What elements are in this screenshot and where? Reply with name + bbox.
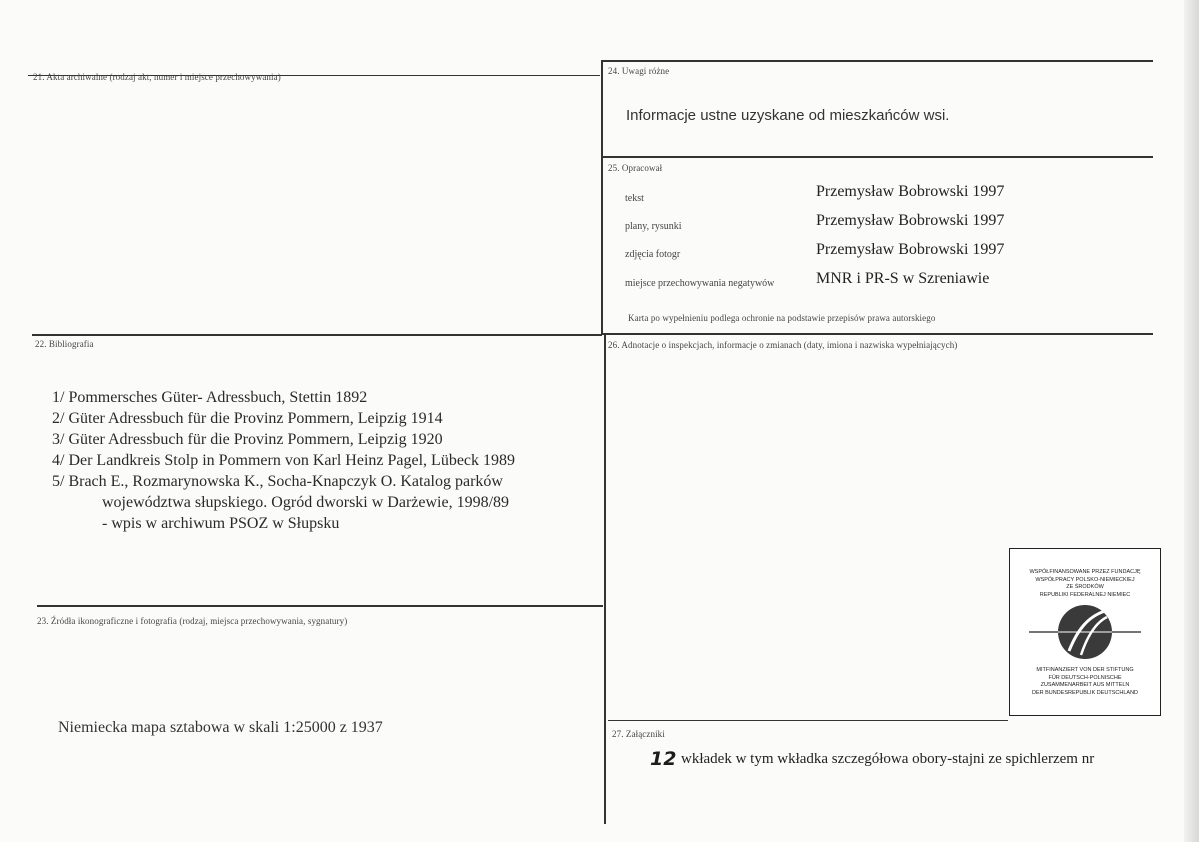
scan-edge bbox=[1184, 0, 1199, 842]
stamp-line: REPUBLIKI FEDERALNEJ NIEMIEC bbox=[1039, 591, 1131, 598]
divider-22-23 bbox=[37, 605, 603, 607]
section-24-text: Informacje ustne uzyskane od mieszkańców wsi. bbox=[626, 107, 950, 124]
co-financing-stamp bbox=[1009, 548, 1161, 716]
bibliography-item: 4/ Der Landkreis Stolp in Pommern von Karl Heinz Pagel, Lübeck 1989 bbox=[52, 452, 516, 469]
stamp-german-text bbox=[1010, 667, 1160, 697]
section-27-label: 27. Załączniki bbox=[612, 729, 665, 739]
author-row-value: Przemysław Bobrowski 1997 bbox=[816, 183, 1005, 200]
vertical-divider-upper bbox=[601, 60, 603, 335]
author-row-key: plany, rysunki bbox=[625, 221, 682, 232]
vertical-divider-lower bbox=[604, 334, 606, 824]
stamp-line: WSPÓŁPRACY POLSKO-NIEMIECKIEJ bbox=[1035, 576, 1135, 583]
section-25-label: 25. Opracował bbox=[608, 163, 663, 173]
section-23-text: Niemiecka mapa sztabowa w skali 1:25000 z 1937 bbox=[58, 719, 383, 736]
section-23-label: 23. Źródła ikonograficzne i fotografia (rodzaj, miejsca przechowywania, sygnatury) bbox=[37, 616, 348, 626]
author-row-key: zdjęcia fotogr bbox=[625, 249, 681, 260]
divider-top-right bbox=[603, 60, 1153, 62]
bibliography-item: 3/ Güter Adressbuch für die Provinz Pommern, Leipzig 1920 bbox=[52, 431, 443, 448]
stamp-line: FÜR DEUTSCH-POLNISCHE bbox=[1048, 674, 1122, 681]
bibliography-item-continuation: - wpis w archiwum PSOZ w Słupsku bbox=[102, 515, 340, 532]
bibliography-list bbox=[52, 387, 515, 534]
author-row-value: MNR i PR-S w Szreniawie bbox=[816, 270, 990, 287]
bibliography-item: 2/ Güter Adressbuch für die Provinz Pommern, Leipzig 1914 bbox=[52, 410, 443, 427]
divider-25-26 bbox=[603, 333, 1153, 335]
author-row-value: Przemysław Bobrowski 1997 bbox=[816, 241, 1005, 258]
divider-24-25 bbox=[603, 156, 1153, 158]
author-row-value: Przemysław Bobrowski 1997 bbox=[816, 212, 1005, 229]
stamp-line: DER BUNDESREPUBLIK DEUTSCHLAND bbox=[1031, 689, 1139, 696]
stamp-polish-text bbox=[1010, 569, 1160, 599]
section-27-text: wkładek w tym wkładka szczegółowa obory-stajni ze spichlerzem nr bbox=[681, 751, 1095, 767]
author-row-key: miejsce przechowywania negatywów bbox=[625, 278, 775, 289]
section-26-label: 26. Adnotacje o inspekcjach, informacje o zmianach (daty, imiona i nazwiska wypełniających) bbox=[608, 340, 958, 350]
stamp-line: ZE ŚRODKÓW bbox=[1066, 584, 1104, 590]
bibliography-item-continuation: województwa słupskiego. Ogród dworski w Darżewie, 1998/89 bbox=[102, 494, 510, 511]
copyright-note: Karta po wypełnieniu podlega ochronie na podstawie przepisów prawa autorskiego bbox=[628, 313, 936, 323]
section-24-label: 24. Uwagi różne bbox=[608, 66, 670, 76]
stamp-line: ZUSAMMENARBEIT AUS MITTELN bbox=[1040, 682, 1130, 688]
stamp-line: MITFINANZIERT VON DER STIFTUNG bbox=[1036, 667, 1134, 673]
stamp-line: WSPÓŁFINANSOWANE PRZEZ FUNDACJĘ bbox=[1029, 569, 1141, 575]
bibliography-item: 1/ Pommersches Güter- Adressbuch, Stettin 1892 bbox=[52, 389, 368, 406]
section-22-label: 22. Bibliografia bbox=[35, 339, 94, 349]
handwritten-count: 12 bbox=[650, 748, 677, 770]
author-row-key: tekst bbox=[625, 193, 644, 204]
section-21-label: 21. Akta archiwalne (rodzaj akt, numer i miejsce przechowywania) bbox=[33, 72, 281, 82]
bibliography-item: 5/ Brach E., Rozmarynowska K., Socha-Knapczyk O. Katalog parków bbox=[52, 473, 503, 490]
divider-26-27 bbox=[608, 720, 1008, 721]
foundation-logo-icon bbox=[1025, 603, 1145, 661]
divider-21-22 bbox=[32, 334, 602, 336]
